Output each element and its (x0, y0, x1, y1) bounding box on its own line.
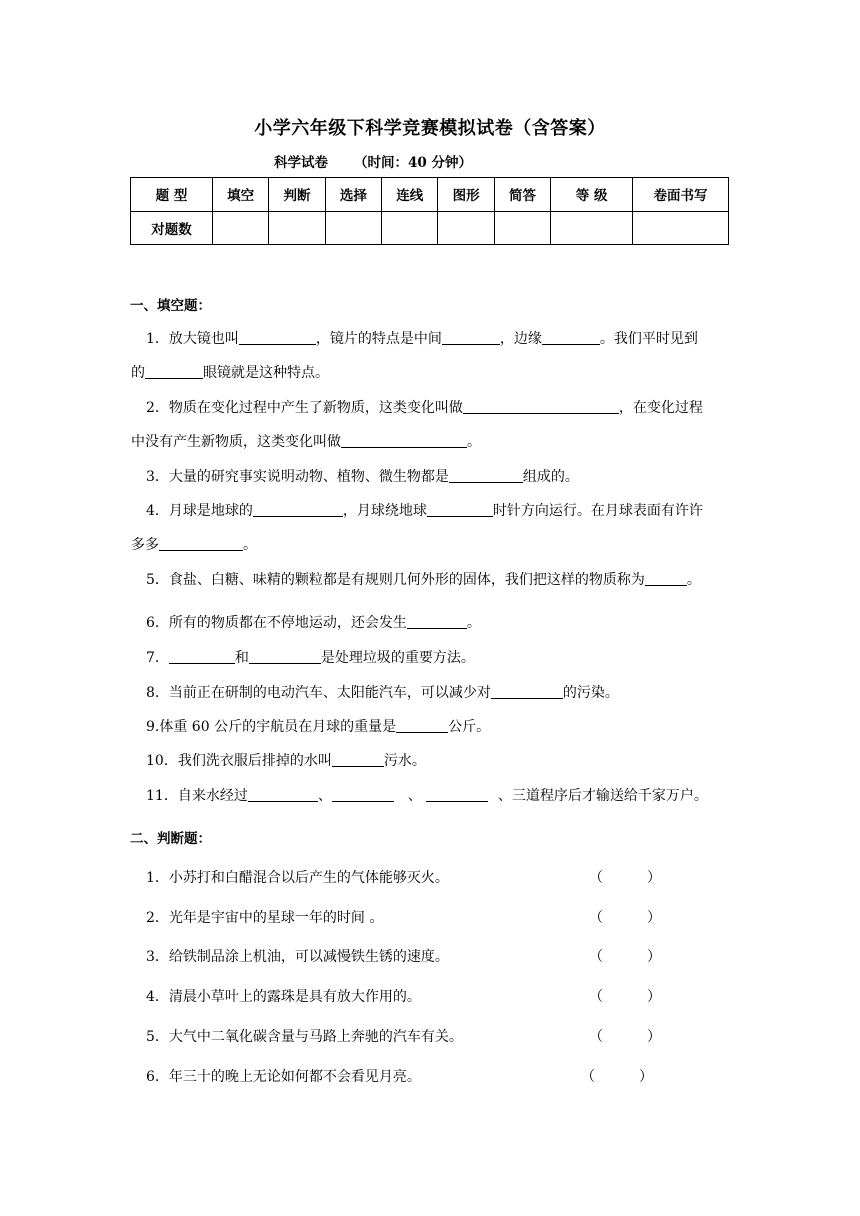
judge-answer-6[interactable]: （ ） (581, 1069, 653, 1085)
header-cell: 填空 (212, 178, 268, 212)
subtitle-time: （时间：40 分钟） (354, 155, 472, 171)
question-4-cont: 多多 。 (131, 537, 257, 553)
score-cell[interactable] (212, 212, 268, 245)
judge-item-2: 2．光年是宇宙中的星球一年的时间 。 (146, 910, 384, 926)
question-6: 6．所有的物质都在不停地运动，还会发生 。 (146, 615, 481, 631)
question-9: 9.体重 60 公斤的宇航员在月球的重量是 公斤。 (146, 719, 491, 735)
row-label: 对题数 (131, 212, 213, 245)
header-cell: 判断 (269, 178, 325, 212)
judge-item-3: 3．给铁制品涂上机油，可以减慢铁生锈的速度。 (146, 949, 449, 965)
score-cell[interactable] (325, 212, 381, 245)
subtitle (274, 151, 472, 171)
judge-answer-3[interactable]: （ ） (589, 949, 661, 965)
score-cell[interactable] (269, 212, 325, 245)
question-11: 11．自来水经过 、 、 、三道程序后才输送给千家万户。 (146, 788, 708, 804)
question-4: 4．月球是地球的 ，月球绕地球 时针方向运行。在月球表面有许许 (146, 503, 703, 519)
answer-blank[interactable] (248, 787, 318, 802)
judge-item-4: 4．清晨小草叶上的露珠是具有放大作用的。 (146, 989, 421, 1005)
answer-blank[interactable] (249, 649, 321, 664)
answer-blank[interactable] (645, 571, 687, 586)
score-cell[interactable] (438, 212, 494, 245)
answer-blank[interactable] (449, 468, 523, 483)
header-cell: 等 级 (551, 178, 633, 212)
answer-blank[interactable] (169, 649, 235, 664)
judge-answer-2[interactable]: （ ） (589, 910, 661, 926)
section-heading-judge: 二、判断题： (130, 831, 211, 847)
header-cell: 连线 (382, 178, 438, 212)
question-8: 8．当前正在研制的电动汽车、太阳能汽车，可以减少对 的污染。 (146, 685, 619, 701)
header-cell: 题 型 (131, 178, 213, 212)
score-table-row (131, 212, 729, 245)
page-title: 小学六年级下科学竞赛模拟试卷（含答案） (254, 118, 606, 139)
answer-blank[interactable] (159, 536, 243, 551)
question-2: 2．物质在变化过程中产生了新物质，这类变化叫做 ，在变化过程 (146, 400, 703, 416)
subtitle-subject: 科学试卷 (274, 155, 328, 171)
score-cell[interactable] (382, 212, 438, 245)
answer-blank[interactable] (145, 364, 203, 379)
question-7: 7． 和 是处理垃圾的重要方法。 (146, 650, 475, 666)
question-5: 5．食盐、白糖、味精的颗粒都是有规则几何外形的固体，我们把这样的物质称为 。 (146, 572, 701, 588)
score-cell[interactable] (633, 212, 729, 245)
question-1: 1．放大镜也叫 ，镜片的特点是中间 ，边缘 。我们平时见到 (146, 331, 698, 347)
header-cell: 图形 (438, 178, 494, 212)
answer-blank[interactable] (491, 684, 563, 699)
header-cell: 卷面书写 (633, 178, 729, 212)
score-cell[interactable] (551, 212, 633, 245)
header-cell: 选择 (325, 178, 381, 212)
score-table (130, 177, 729, 245)
answer-blank[interactable] (332, 752, 384, 767)
question-3: 3．大量的研究事实说明动物、植物、微生物都是 组成的。 (146, 469, 579, 485)
answer-blank[interactable] (542, 330, 600, 345)
question-2-cont: 中没有产生新物质，这类变化叫做 。 (131, 434, 481, 450)
judge-answer-5[interactable]: （ ） (589, 1029, 661, 1045)
answer-blank[interactable] (239, 330, 316, 345)
score-table-header-row (131, 178, 729, 212)
question-10: 10．我们洗衣服后排掉的水叫 污水。 (146, 753, 426, 769)
answer-blank[interactable] (463, 399, 619, 414)
answer-blank[interactable] (253, 502, 343, 517)
answer-blank[interactable] (396, 718, 448, 733)
judge-answer-4[interactable]: （ ） (589, 989, 661, 1005)
answer-blank[interactable] (341, 433, 467, 448)
judge-answer-1[interactable]: （ ） (589, 870, 661, 886)
question-1-cont: 的 眼镜就是这种特点。 (131, 365, 329, 381)
judge-item-6: 6．年三十的晚上无论如何都不会看见月亮。 (146, 1069, 421, 1085)
judge-item-5: 5．大气中二氧化碳含量与马路上奔驰的汽车有关。 (146, 1029, 463, 1045)
answer-blank[interactable] (332, 787, 394, 802)
answer-blank[interactable] (442, 330, 500, 345)
answer-blank[interactable] (407, 614, 467, 629)
header-cell: 简答 (494, 178, 550, 212)
section-heading-fill: 一、填空题： (130, 298, 211, 314)
judge-item-1: 1．小苏打和白醋混合以后产生的气体能够灭火。 (146, 870, 449, 886)
score-cell[interactable] (494, 212, 550, 245)
answer-blank[interactable] (427, 502, 493, 517)
answer-blank[interactable] (426, 787, 488, 802)
